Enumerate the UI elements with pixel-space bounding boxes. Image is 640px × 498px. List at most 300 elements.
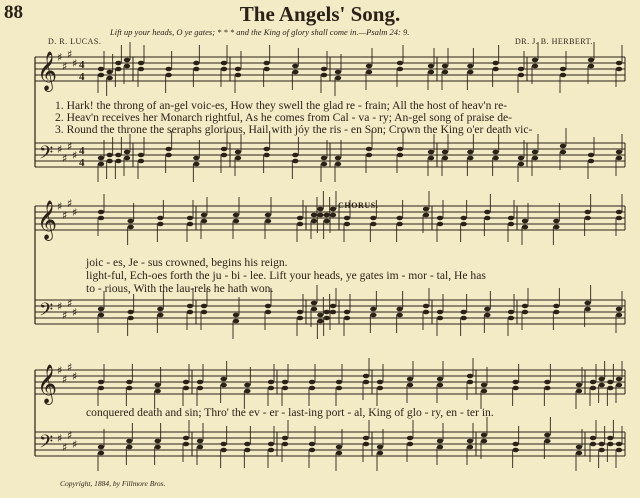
note-head (309, 442, 315, 447)
note-head (154, 439, 160, 444)
note-head (616, 442, 622, 447)
note-head (553, 225, 559, 230)
sharp-sign: ♯ (57, 200, 63, 213)
note-head (268, 380, 274, 385)
note-head (428, 156, 434, 161)
note-head (467, 70, 473, 75)
note-head (598, 448, 604, 453)
sharp-sign: ♯ (57, 300, 63, 313)
note-head (544, 386, 550, 391)
note-head (344, 316, 350, 321)
note-head (363, 442, 369, 447)
note-head (396, 313, 402, 318)
sharp-sign: ♯ (72, 306, 78, 319)
sharp-sign: ♯ (67, 197, 73, 210)
note-head (616, 210, 622, 215)
note-head (407, 377, 413, 382)
note-head (233, 213, 239, 218)
note-head (336, 380, 342, 385)
note-head (235, 67, 241, 72)
time-signature: 4 (79, 71, 85, 83)
note-head (616, 448, 622, 453)
note-head (115, 159, 121, 164)
note-head (311, 219, 317, 224)
note-head (244, 383, 250, 388)
note-head (193, 67, 199, 72)
note-head (518, 73, 524, 78)
note-head (115, 61, 121, 66)
note-head (244, 389, 250, 394)
note-head (244, 448, 250, 453)
note-head (508, 222, 514, 227)
sharp-sign: ♯ (67, 140, 73, 153)
note-head (235, 73, 241, 78)
scripture-epigraph: Lift up your heads, O ye gates; * * * and the King of glory shall come in.—Psalm 24: 9. (110, 27, 410, 37)
note-head (309, 380, 315, 385)
note-head (366, 147, 372, 152)
note-head (532, 156, 538, 161)
note-head (263, 153, 269, 158)
note-head (553, 304, 559, 309)
note-head (423, 207, 429, 212)
note-head (317, 313, 323, 318)
note-head (127, 225, 133, 230)
note-head (522, 304, 528, 309)
note-head (292, 64, 298, 69)
note-head (344, 222, 350, 227)
note-head (127, 219, 133, 224)
note-head (282, 442, 288, 447)
time-signature: 4 (79, 157, 85, 169)
note-head (265, 213, 271, 218)
note-head (428, 70, 434, 75)
note-head (124, 64, 130, 69)
sharp-sign: ♯ (62, 152, 68, 165)
note-head (317, 319, 323, 324)
note-head (335, 156, 341, 161)
note-head (397, 147, 403, 152)
note-head (363, 374, 369, 379)
note-head (127, 310, 133, 315)
note-head (98, 307, 104, 312)
note-head (165, 147, 171, 152)
note-head (126, 386, 132, 391)
note-head (522, 219, 528, 224)
sharp-sign: ♯ (62, 60, 68, 73)
note-head (98, 445, 104, 450)
note-head (335, 76, 341, 81)
note-head (492, 150, 498, 155)
note-head (311, 301, 317, 306)
note-head (106, 76, 112, 81)
note-head (157, 216, 163, 221)
note-head (423, 213, 429, 218)
note-head (522, 225, 528, 230)
note-head (370, 222, 376, 227)
note-head (437, 439, 443, 444)
note-head (518, 162, 524, 167)
note-head (377, 386, 383, 391)
note-head (522, 310, 528, 315)
note-head (467, 64, 473, 69)
note-head (138, 67, 144, 72)
note-head (397, 61, 403, 66)
note-head (588, 153, 594, 158)
note-head (460, 222, 466, 227)
note-head (467, 374, 473, 379)
note-head (201, 219, 207, 224)
note-head (330, 310, 336, 315)
page-number: 88 (4, 2, 23, 23)
note-head (377, 445, 383, 450)
note-head (576, 383, 582, 388)
bass-clef: 𝄢 (39, 300, 54, 325)
note-head (553, 310, 559, 315)
note-head (607, 386, 613, 391)
note-head (282, 380, 288, 385)
note-head (397, 153, 403, 158)
note-head (201, 304, 207, 309)
note-head (98, 451, 104, 456)
note-head (138, 159, 144, 164)
note-head (512, 386, 518, 391)
note-head (508, 310, 514, 315)
note-head (124, 58, 130, 63)
sharp-sign: ♯ (57, 51, 63, 64)
note-head (484, 313, 490, 318)
note-head (197, 386, 203, 391)
note-head (221, 147, 227, 152)
note-head (98, 216, 104, 221)
bass-clef: 𝄢 (39, 143, 54, 168)
note-head (233, 219, 239, 224)
sharp-sign: ♯ (67, 429, 73, 442)
note-head (233, 319, 239, 324)
note-head (220, 448, 226, 453)
note-head (590, 436, 596, 441)
note-head (584, 210, 590, 215)
note-head (437, 377, 443, 382)
note-head (344, 216, 350, 221)
note-head (154, 445, 160, 450)
note-head (221, 153, 227, 158)
note-head (481, 383, 487, 388)
note-head (407, 436, 413, 441)
note-head (616, 216, 622, 221)
time-signature: 4 (79, 145, 85, 157)
note-head (268, 448, 274, 453)
note-head (297, 316, 303, 321)
note-head (157, 222, 163, 227)
note-head (98, 67, 104, 72)
sharp-sign: ♯ (57, 143, 63, 156)
note-head (544, 380, 550, 385)
hymn-title: The Angels' Song. (239, 2, 401, 26)
note-head (138, 153, 144, 158)
note-head (265, 219, 271, 224)
note-head (616, 313, 622, 318)
note-head (221, 67, 227, 72)
note-head (437, 445, 443, 450)
note-head (576, 451, 582, 456)
note-head (115, 153, 121, 158)
chorus-lyric-line: conquered death and sin; Thro' the ev - er - last-ing port - al, King of glo - ry, en - ter in. (86, 406, 494, 419)
note-head (492, 67, 498, 72)
note-head (437, 316, 443, 321)
note-head (183, 442, 189, 447)
verse-3-line: 3. Round the throne the seraphs glorious, Hail with jóy the ris - en Son; Crown the King o'er death vic- (55, 123, 533, 136)
note-head (154, 389, 160, 394)
note-head (220, 442, 226, 447)
note-head (292, 159, 298, 164)
note-head (197, 439, 203, 444)
note-head (363, 436, 369, 441)
note-head (460, 216, 466, 221)
verse-1-line: 1. Hark! the throng of an-gel voic-es, How they swell the glad re - frain; All the host of heav'n re- (55, 99, 508, 112)
note-head (183, 436, 189, 441)
sharp-sign: ♯ (72, 57, 78, 70)
note-head (481, 433, 487, 438)
note-head (154, 383, 160, 388)
copyright-notice: Copyright, 1884, by Fillmore Bros. (60, 479, 166, 488)
note-head (544, 433, 550, 438)
note-head (235, 156, 241, 161)
note-head (297, 222, 303, 227)
note-head (127, 316, 133, 321)
note-head (370, 216, 376, 221)
note-head (323, 310, 329, 315)
note-head (321, 156, 327, 161)
note-head (481, 439, 487, 444)
note-head (157, 313, 163, 318)
note-head (363, 380, 369, 385)
note-head (330, 213, 336, 218)
note-head (187, 310, 193, 315)
note-head (588, 58, 594, 63)
note-head (442, 150, 448, 155)
note-head (616, 156, 622, 161)
note-head (282, 386, 288, 391)
note-head (467, 150, 473, 155)
note-head (484, 210, 490, 215)
note-head (407, 383, 413, 388)
composer-credit: DR. J. B. HERBERT. (515, 37, 593, 46)
note-head (193, 162, 199, 167)
note-head (512, 448, 518, 453)
note-head (265, 310, 271, 315)
note-head (311, 213, 317, 218)
note-head (576, 389, 582, 394)
note-head (396, 222, 402, 227)
note-head (265, 304, 271, 309)
note-head (484, 307, 490, 312)
note-head (442, 70, 448, 75)
note-head (492, 61, 498, 66)
note-head (518, 156, 524, 161)
note-head (598, 383, 604, 388)
note-head (311, 307, 317, 312)
note-head (317, 207, 323, 212)
note-head (220, 377, 226, 382)
note-head (512, 442, 518, 447)
note-head (221, 61, 227, 66)
note-head (292, 70, 298, 75)
note-head (336, 451, 342, 456)
note-head (428, 150, 434, 155)
note-head (588, 64, 594, 69)
note-head (126, 439, 132, 444)
note-head (616, 377, 622, 382)
note-head (157, 307, 163, 312)
note-head (460, 316, 466, 321)
note-head (165, 73, 171, 78)
note-head (321, 73, 327, 78)
sharp-sign: ♯ (62, 209, 68, 222)
note-head (377, 380, 383, 385)
note-head (220, 383, 226, 388)
note-head (336, 445, 342, 450)
note-head (297, 310, 303, 315)
note-head (344, 310, 350, 315)
treble-clef: 𝄞 (37, 51, 58, 91)
sharp-sign: ♯ (72, 370, 78, 383)
note-head (423, 310, 429, 315)
note-head (323, 219, 329, 224)
note-head (187, 304, 193, 309)
note-head (317, 213, 323, 218)
sharp-sign: ♯ (72, 206, 78, 219)
note-head (396, 307, 402, 312)
note-head (616, 61, 622, 66)
note-head (282, 436, 288, 441)
note-head (437, 216, 443, 221)
note-head (187, 222, 193, 227)
note-head (366, 153, 372, 158)
note-head (115, 67, 121, 72)
note-head (397, 67, 403, 72)
note-head (233, 313, 239, 318)
note-head (616, 150, 622, 155)
sharp-sign: ♯ (62, 309, 68, 322)
note-head (532, 150, 538, 155)
note-head (197, 380, 203, 385)
note-head (396, 216, 402, 221)
note-head (508, 216, 514, 221)
bass-clef: 𝄢 (39, 432, 54, 457)
note-head (335, 162, 341, 167)
note-head (590, 442, 596, 447)
note-head (437, 222, 443, 227)
note-head (512, 380, 518, 385)
note-head (268, 442, 274, 447)
note-head (467, 445, 473, 450)
note-head (423, 304, 429, 309)
note-head (323, 213, 329, 218)
note-head (263, 61, 269, 66)
note-head (187, 216, 193, 221)
sharp-sign: ♯ (67, 361, 73, 374)
note-head (508, 316, 514, 321)
note-head (235, 150, 241, 155)
note-head (576, 445, 582, 450)
note-head (138, 61, 144, 66)
note-head (201, 310, 207, 315)
note-head (588, 159, 594, 164)
verse-2-continuation: light-ful, Ech-oes forth the ju - bi - lee. Lift your heads, ye gates im - mor - tal, He has (86, 269, 486, 282)
note-head (370, 307, 376, 312)
note-head (467, 380, 473, 385)
note-head (309, 386, 315, 391)
note-head (598, 377, 604, 382)
sharp-sign: ♯ (72, 438, 78, 451)
note-head (197, 445, 203, 450)
note-head (437, 310, 443, 315)
note-head (330, 304, 336, 309)
sharp-sign: ♯ (62, 373, 68, 386)
note-head (106, 159, 112, 164)
sharp-sign: ♯ (67, 48, 73, 61)
note-head (165, 67, 171, 72)
note-head (126, 445, 132, 450)
note-head (98, 156, 104, 161)
note-head (518, 67, 524, 72)
time-signature: 4 (79, 59, 85, 71)
note-head (584, 216, 590, 221)
note-head (98, 386, 104, 391)
verse-2-line: 2. Heav'n receives her Monarch rightful, As he comes from Cal - va - ry; An-gel song of praise de- (55, 111, 513, 124)
note-head (124, 150, 130, 155)
note-head (467, 156, 473, 161)
note-head (370, 313, 376, 318)
note-head (607, 380, 613, 385)
treble-clef: 𝄞 (37, 364, 58, 404)
note-head (330, 207, 336, 212)
note-head (560, 150, 566, 155)
note-head (492, 156, 498, 161)
note-head (268, 386, 274, 391)
note-head (428, 64, 434, 69)
note-head (193, 156, 199, 161)
note-head (335, 70, 341, 75)
note-head (590, 380, 596, 385)
note-head (98, 210, 104, 215)
note-head (460, 310, 466, 315)
lyricist-credit: D. R. LUCAS. (48, 37, 102, 46)
note-head (560, 144, 566, 149)
note-head (106, 153, 112, 158)
note-head (165, 153, 171, 158)
note-head (297, 216, 303, 221)
note-head (263, 67, 269, 72)
note-head (336, 386, 342, 391)
note-head (560, 73, 566, 78)
note-head (183, 380, 189, 385)
note-head (532, 64, 538, 69)
note-head (590, 386, 596, 391)
note-head (321, 67, 327, 72)
note-head (106, 70, 112, 75)
note-head (263, 147, 269, 152)
note-head (607, 436, 613, 441)
verse-3-continuation: to - rious, With the lau-rels he hath won. (86, 282, 274, 295)
note-head (584, 301, 590, 306)
sharp-sign: ♯ (67, 297, 73, 310)
note-head (244, 442, 250, 447)
verse-1-continuation: joic - es, Je - sus crowned, begins his reign. (86, 256, 288, 269)
note-head (560, 67, 566, 72)
note-head (126, 380, 132, 385)
note-head (98, 380, 104, 385)
